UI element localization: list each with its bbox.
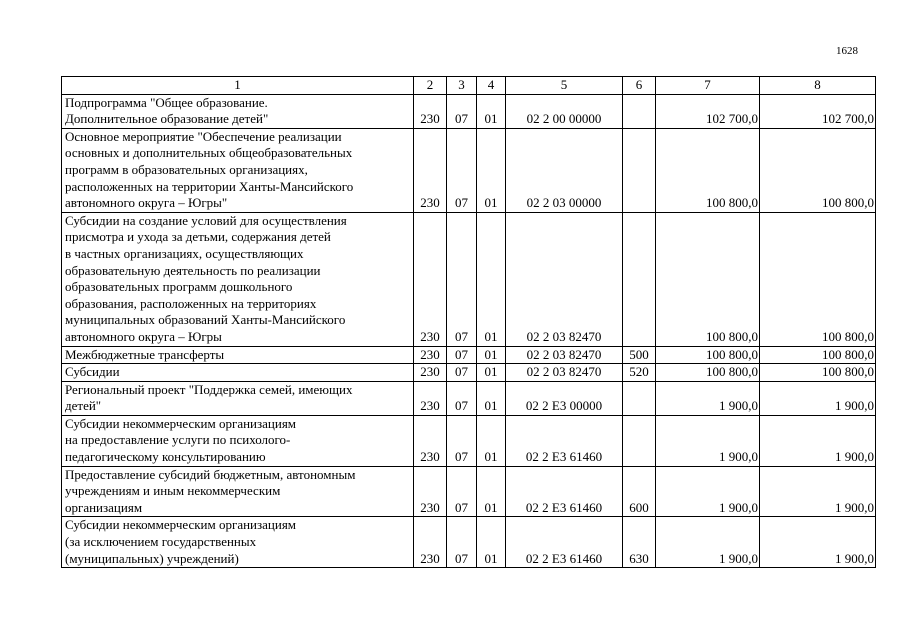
amount-cell: 100 800,0 bbox=[656, 364, 760, 382]
row-name-cell: Межбюджетные трансферты bbox=[62, 346, 414, 364]
row-name-cell: Подпрограмма "Общее образование. Дополнительное образование детей" bbox=[62, 94, 414, 128]
amount-cell: 100 800,0 bbox=[760, 212, 876, 346]
code-cell: 230 bbox=[414, 381, 447, 415]
code-cell: 230 bbox=[414, 466, 447, 517]
amount-cell: 100 800,0 bbox=[656, 346, 760, 364]
expense-type-cell bbox=[623, 128, 656, 212]
amount-cell: 1 900,0 bbox=[656, 517, 760, 568]
target-article-cell: 02 2 03 82470 bbox=[506, 212, 623, 346]
target-article-cell: 02 2 03 82470 bbox=[506, 346, 623, 364]
table-row bbox=[62, 128, 876, 212]
target-article-cell: 02 2 03 82470 bbox=[506, 364, 623, 382]
row-name-cell: Субсидии на создание условий для осуществления присмотра и ухода за детьми, содержания детей в частных организациях, осуществляющих образовательную деятельность по реализации образовательных программ дошкольного образования, расположенных на территориях муниципальных образований Ханты-Мансийского автономного округа – Югры bbox=[62, 212, 414, 346]
subsection-cell: 01 bbox=[477, 517, 506, 568]
table-row bbox=[62, 517, 876, 568]
subsection-cell: 01 bbox=[477, 466, 506, 517]
expense-type-cell bbox=[623, 415, 656, 466]
column-header: 3 bbox=[447, 77, 477, 95]
row-name-cell: Субсидии некоммерческим организациям на предоставление услуги по психолого- педагогическому консультированию bbox=[62, 415, 414, 466]
table-row bbox=[62, 381, 876, 415]
table-row bbox=[62, 415, 876, 466]
expense-type-cell bbox=[623, 94, 656, 128]
section-cell: 07 bbox=[447, 94, 477, 128]
column-header: 5 bbox=[506, 77, 623, 95]
target-article-cell: 02 2 00 00000 bbox=[506, 94, 623, 128]
column-header: 1 bbox=[62, 77, 414, 95]
header-row bbox=[62, 77, 876, 95]
target-article-cell: 02 2 Е3 00000 bbox=[506, 381, 623, 415]
table-row bbox=[62, 94, 876, 128]
amount-cell: 1 900,0 bbox=[656, 466, 760, 517]
table-row bbox=[62, 212, 876, 346]
amount-cell: 100 800,0 bbox=[760, 128, 876, 212]
amount-cell: 102 700,0 bbox=[760, 94, 876, 128]
section-cell: 07 bbox=[447, 415, 477, 466]
subsection-cell: 01 bbox=[477, 128, 506, 212]
section-cell: 07 bbox=[447, 346, 477, 364]
subsection-cell: 01 bbox=[477, 212, 506, 346]
amount-cell: 100 800,0 bbox=[760, 364, 876, 382]
row-name-cell: Региональный проект "Поддержка семей, имеющих детей" bbox=[62, 381, 414, 415]
amount-cell: 100 800,0 bbox=[656, 212, 760, 346]
subsection-cell: 01 bbox=[477, 364, 506, 382]
code-cell: 230 bbox=[414, 364, 447, 382]
column-header: 6 bbox=[623, 77, 656, 95]
amount-cell: 1 900,0 bbox=[656, 415, 760, 466]
section-cell: 07 bbox=[447, 381, 477, 415]
section-cell: 07 bbox=[447, 466, 477, 517]
amount-cell: 1 900,0 bbox=[760, 517, 876, 568]
section-cell: 07 bbox=[447, 212, 477, 346]
code-cell: 230 bbox=[414, 212, 447, 346]
page-number: 1628 bbox=[836, 45, 858, 57]
table-row bbox=[62, 364, 876, 382]
amount-cell: 1 900,0 bbox=[656, 381, 760, 415]
amount-cell: 1 900,0 bbox=[760, 466, 876, 517]
column-header: 4 bbox=[477, 77, 506, 95]
subsection-cell: 01 bbox=[477, 415, 506, 466]
row-name-cell: Предоставление субсидий бюджетным, автономным учреждениям и иным некоммерческим организациям bbox=[62, 466, 414, 517]
target-article-cell: 02 2 03 00000 bbox=[506, 128, 623, 212]
table-row bbox=[62, 466, 876, 517]
expense-type-cell bbox=[623, 381, 656, 415]
expense-type-cell: 600 bbox=[623, 466, 656, 517]
amount-cell: 1 900,0 bbox=[760, 381, 876, 415]
expense-type-cell bbox=[623, 212, 656, 346]
table-row bbox=[62, 346, 876, 364]
budget-table bbox=[61, 76, 876, 568]
budget-table-body bbox=[62, 77, 876, 568]
section-cell: 07 bbox=[447, 364, 477, 382]
target-article-cell: 02 2 Е3 61460 bbox=[506, 466, 623, 517]
subsection-cell: 01 bbox=[477, 346, 506, 364]
code-cell: 230 bbox=[414, 517, 447, 568]
subsection-cell: 01 bbox=[477, 94, 506, 128]
expense-type-cell: 520 bbox=[623, 364, 656, 382]
amount-cell: 1 900,0 bbox=[760, 415, 876, 466]
expense-type-cell: 630 bbox=[623, 517, 656, 568]
amount-cell: 102 700,0 bbox=[656, 94, 760, 128]
code-cell: 230 bbox=[414, 128, 447, 212]
target-article-cell: 02 2 Е3 61460 bbox=[506, 517, 623, 568]
row-name-cell: Субсидии bbox=[62, 364, 414, 382]
section-cell: 07 bbox=[447, 517, 477, 568]
section-cell: 07 bbox=[447, 128, 477, 212]
subsection-cell: 01 bbox=[477, 381, 506, 415]
amount-cell: 100 800,0 bbox=[760, 346, 876, 364]
code-cell: 230 bbox=[414, 415, 447, 466]
row-name-cell: Субсидии некоммерческим организациям (за исключением государственных (муниципальных) учреждений) bbox=[62, 517, 414, 568]
column-header: 8 bbox=[760, 77, 876, 95]
code-cell: 230 bbox=[414, 94, 447, 128]
expense-type-cell: 500 bbox=[623, 346, 656, 364]
column-header: 7 bbox=[656, 77, 760, 95]
target-article-cell: 02 2 Е3 61460 bbox=[506, 415, 623, 466]
amount-cell: 100 800,0 bbox=[656, 128, 760, 212]
column-header: 2 bbox=[414, 77, 447, 95]
code-cell: 230 bbox=[414, 346, 447, 364]
row-name-cell: Основное мероприятие "Обеспечение реализации основных и дополнительных общеобразовательных программ в образовательных организациях, расположенных на территории Ханты-Мансийского автономного округа – Югры" bbox=[62, 128, 414, 212]
